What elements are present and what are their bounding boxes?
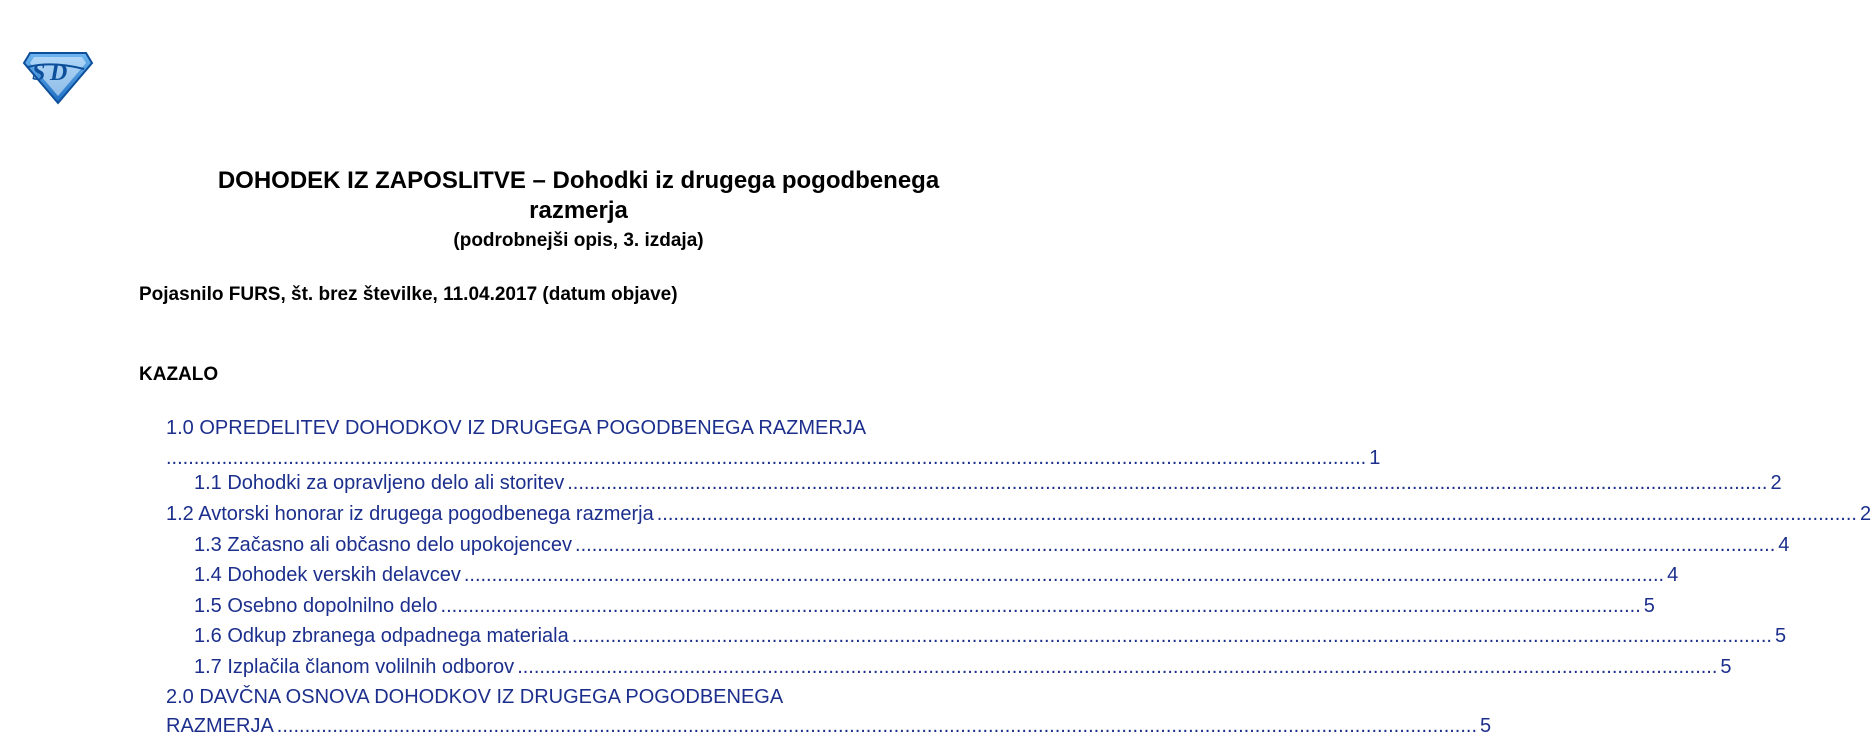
toc-entry-label: 1.2 Avtorski honorar iz drugega pogodbenega razmerja: [166, 503, 654, 525]
toc-entry-page: 2: [1859, 503, 1871, 525]
toc-entry-1-6[interactable]: [194, 624, 1787, 648]
toc-dot-leader: ........................................................................................................................................................................................................................: [567, 472, 1768, 494]
toc-entry-1-1[interactable]: [194, 471, 1782, 495]
toc-heading: KAZALO: [139, 364, 219, 385]
toc-entry-label: 1.0 OPREDELITEV DOHODKOV IZ DRUGEGA POGODBENEGA RAZMERJA: [166, 417, 867, 439]
toc-entry-page: 5: [1480, 715, 1492, 737]
toc-dot-leader: ........................................................................................................................................................................................................................: [571, 625, 1772, 647]
toc-entry-label: 1.4 Dohodek verskih delavcev: [194, 564, 461, 586]
toc-dot-leader: ........................................................................................................................................................................................................................: [463, 564, 1665, 586]
toc-entry-1-0[interactable]: [166, 416, 1381, 470]
toc-dot-leader: ........................................................................................................................................................................................................................: [440, 595, 1641, 617]
toc-entry-label: 1.3 Začasno ali občasno delo upokojencev: [194, 534, 573, 556]
toc-entry-2-0[interactable]: [166, 685, 1492, 738]
toc-entry-page: 1: [1369, 447, 1381, 469]
toc-entry-page: 2: [1770, 472, 1782, 494]
toc-dot-leader: ........................................................................................................................................................................................................................: [166, 447, 1367, 469]
toc-entry-page: 5: [1643, 595, 1655, 617]
toc-entry-label: 1.1 Dohodki za opravljeno delo ali storitev: [194, 472, 565, 494]
toc-entry-label-continued: RAZMERJA: [166, 715, 274, 737]
toc-dot-leader: ........................................................................................................................................................................................................................: [517, 656, 1718, 678]
document-reference: Pojasnilo FURS, št. brez številke, 11.04.2017 (datum objave): [139, 284, 678, 305]
toc-entry-page: 5: [1774, 625, 1787, 647]
toc-entry-label: 1.7 Izplačila članom volilnih odborov: [194, 656, 515, 678]
toc-entry-label: 1.5 Osebno dopolnilno delo: [194, 595, 438, 617]
toc-dot-leader: ........................................................................................................................................................................................................................: [276, 715, 1478, 737]
toc-dot-leader: ........................................................................................................................................................................................................................: [656, 503, 1857, 525]
document-title-line1: DOHODEK IZ ZAPOSLITVE – Dohodki iz drugega pogodbenega: [217, 167, 940, 194]
toc-entry-label: 2.0 DAVČNA OSNOVA DOHODKOV IZ DRUGEGA POGODBENEGA: [166, 686, 784, 708]
toc-entry-page: 4: [1667, 564, 1679, 586]
toc-entry-1-5[interactable]: [194, 594, 1655, 618]
document-subtitle: (podrobnejši opis, 3. izdaja): [453, 230, 704, 251]
toc-entry-1-4[interactable]: [194, 563, 1679, 587]
shield-sd-logo-icon: [22, 47, 94, 105]
toc-entry-1-3[interactable]: [194, 533, 1790, 557]
toc-dot-leader: ........................................................................................................................................................................................................................: [575, 534, 1776, 556]
toc-entry-page: 4: [1778, 534, 1790, 556]
document-title-line2: razmerja: [529, 197, 628, 224]
svg-text:D: D: [50, 60, 68, 86]
toc-entry-label: 1.6 Odkup zbranega odpadnega materiala: [194, 625, 569, 647]
toc-entry-page: 5: [1720, 656, 1732, 678]
toc-entry-1-2[interactable]: [166, 502, 1871, 526]
svg-text:S: S: [32, 60, 46, 86]
toc-entry-1-7[interactable]: [194, 655, 1732, 679]
